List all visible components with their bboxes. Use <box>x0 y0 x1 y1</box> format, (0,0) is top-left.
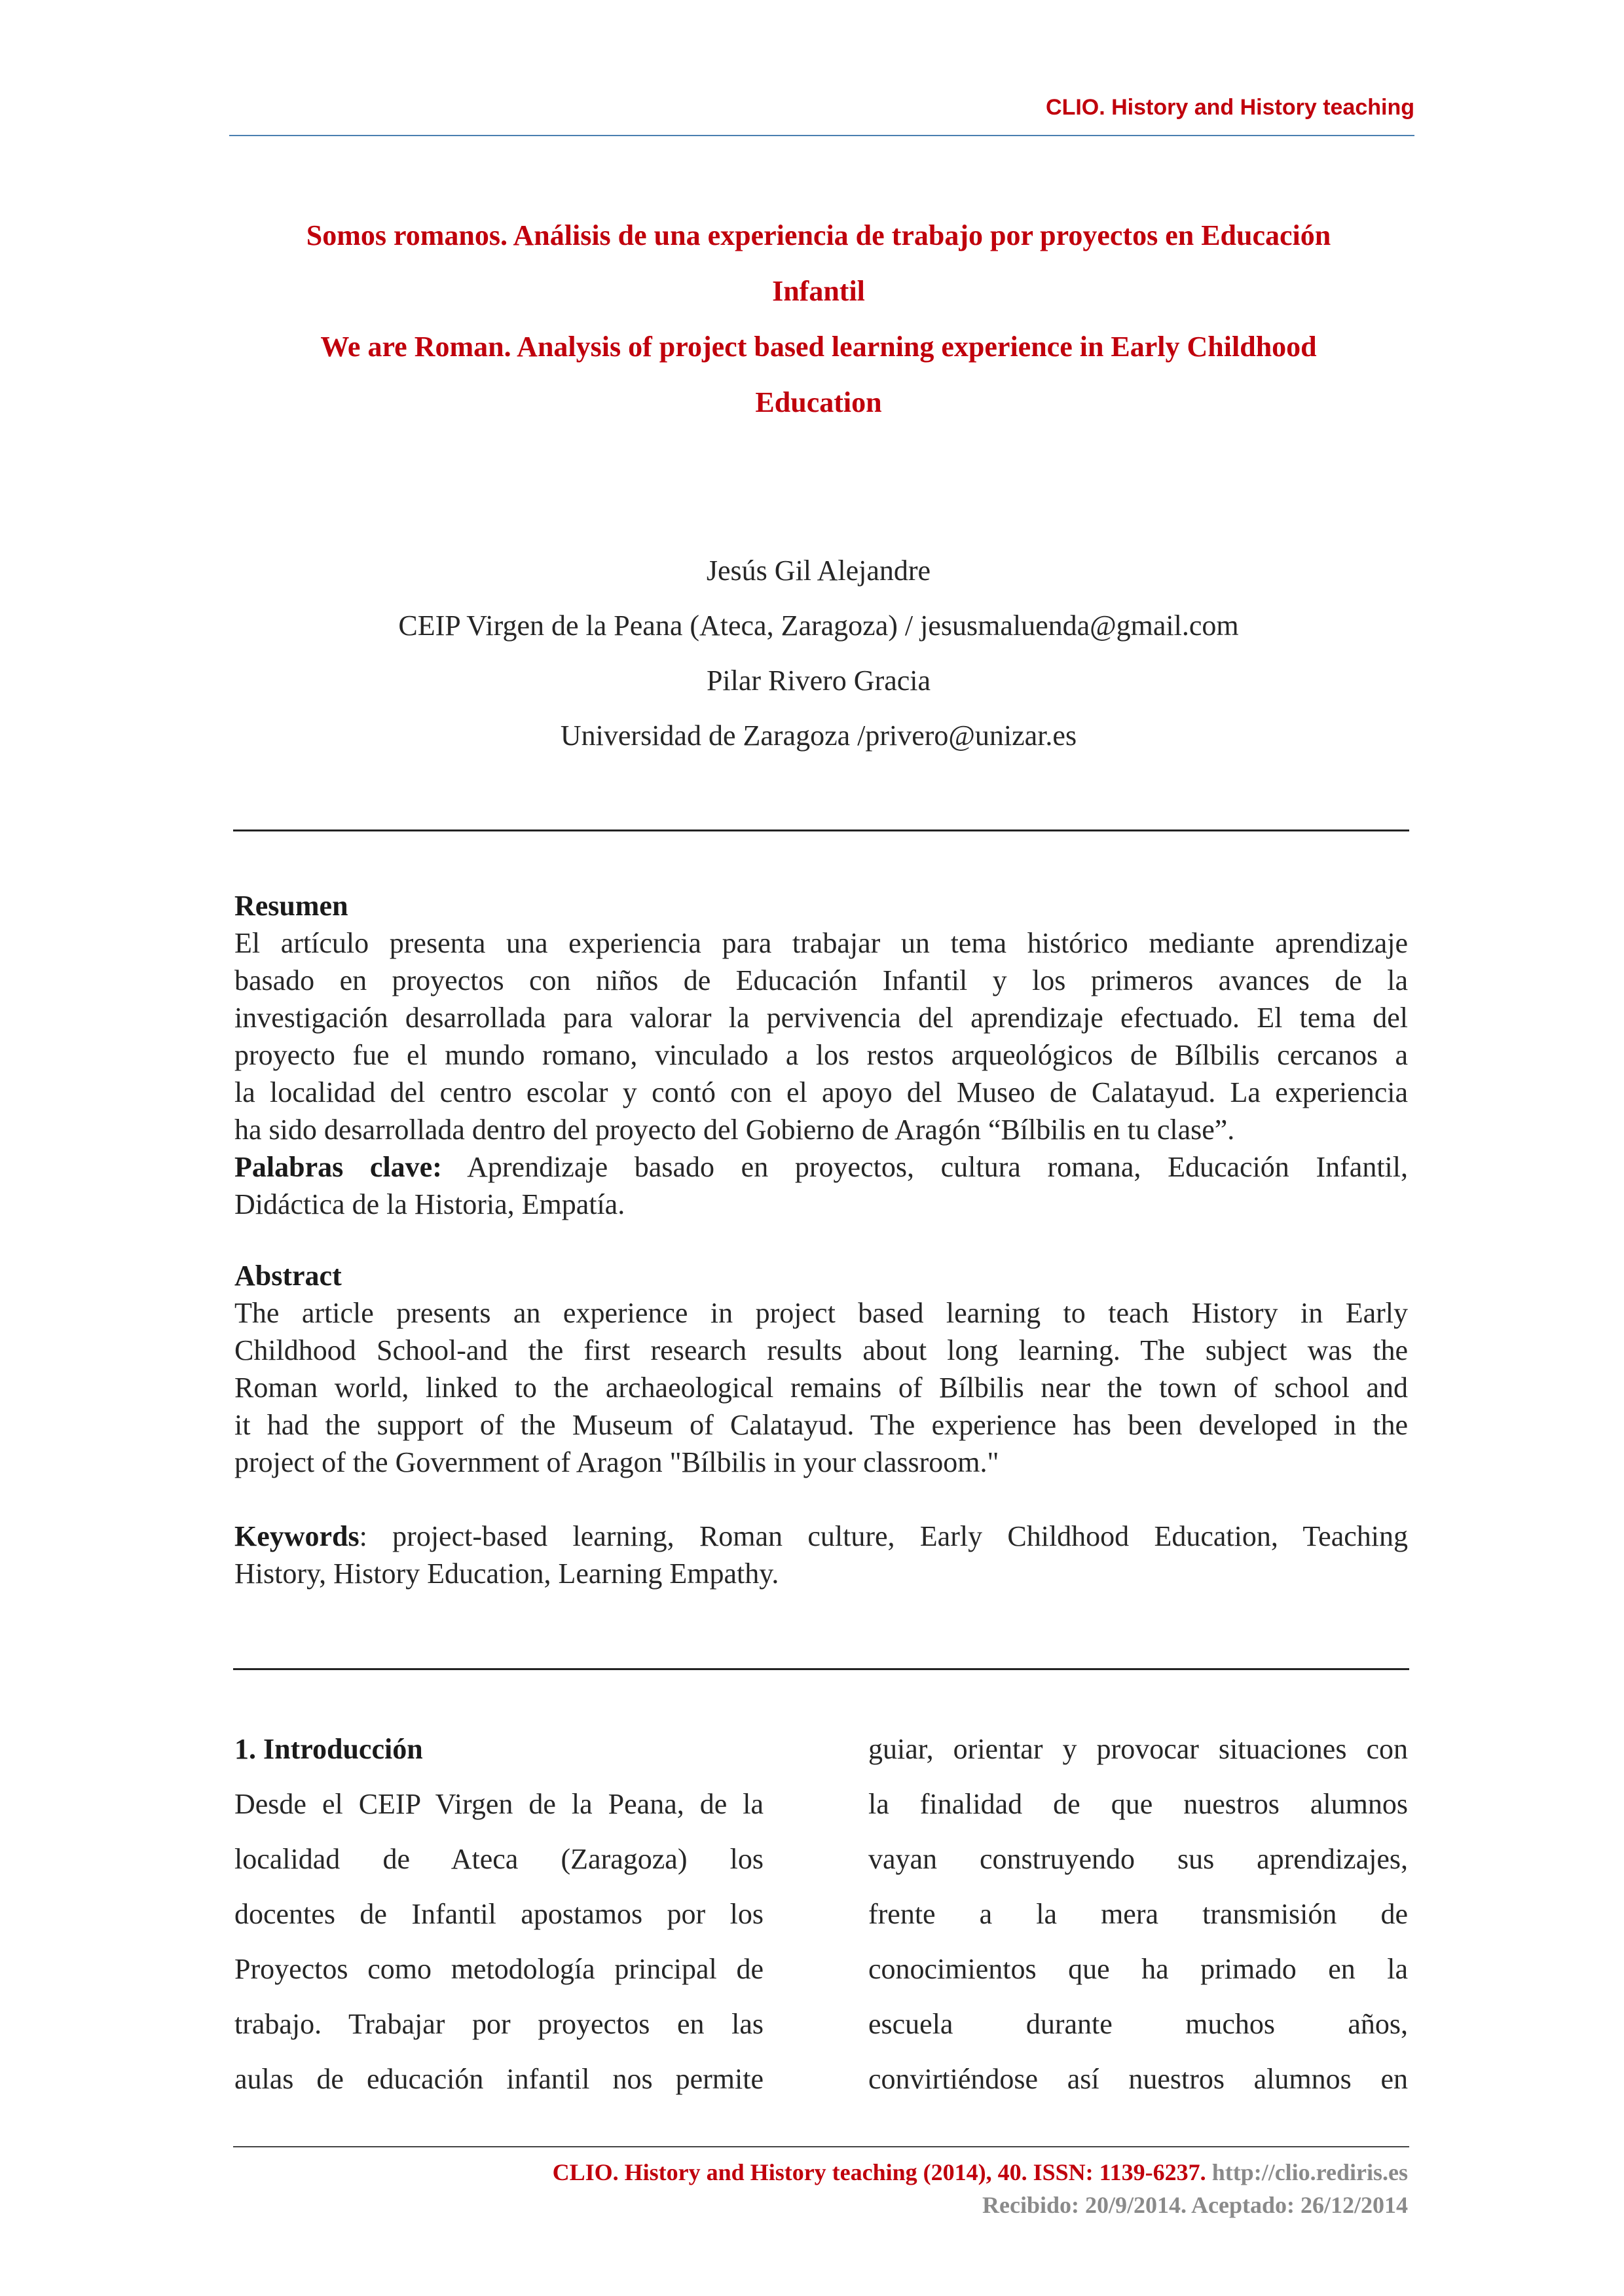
resumen-last-line: ha sido desarrollada dentro del proyecto del Gobierno de Aragón “Bílbilis en tu clase”. <box>234 1114 1235 1146</box>
footer-divider <box>233 2146 1409 2147</box>
intro-right-line: convirtiéndose así nuestros alumnos en <box>868 2063 1408 2095</box>
intro-right-line: guiar, orientar y provocar situaciones con <box>868 1733 1408 1765</box>
section-divider-top <box>233 829 1409 831</box>
intro-right-line: escuela durante muchos años, <box>868 2008 1408 2040</box>
resumen-line: la localidad del centro escolar y contó con el apoyo del Museo de Calatayud. La experiencia <box>234 1076 1408 1108</box>
intro-heading: 1. Introducción <box>234 1733 423 1765</box>
abstract-last-line: project of the Government of Aragon "Bílbilis in your classroom." <box>234 1446 999 1478</box>
header-divider <box>229 135 1414 136</box>
abstract-line: Childhood School-and the first research results about long learning. The subject was the <box>234 1334 1408 1366</box>
palabras-clave-line <box>234 1153 1408 1182</box>
resumen-line: El artículo presenta una experiencia para trabajar un tema histórico mediante aprendizaje <box>234 927 1408 959</box>
footer-url[interactable]: http://clio.rediris.es <box>1211 2159 1408 2185</box>
intro-left-line: trabajo. Trabajar por proyectos en las <box>234 2008 764 2040</box>
intro-left-line: localidad de Ateca (Zaragoza) los <box>234 1843 764 1875</box>
title-en-line2: Education <box>755 386 882 418</box>
intro-left-line: aulas de educación infantil nos permite <box>234 2063 764 2095</box>
resumen-line: investigación desarrollada para valorar la pervivencia del aprendizaje efectuado. El tema del <box>234 1002 1408 1034</box>
keywords-text: : project-based learning, Roman culture, Early Childhood Education, Teaching <box>359 1520 1408 1552</box>
footer-dates: Recibido: 20/9/2014. Aceptado: 26/12/2014 <box>982 2192 1408 2218</box>
keywords-line <box>234 1522 1408 1551</box>
keywords-label: Keywords <box>234 1520 360 1552</box>
author-2: Pilar Rivero Gracia <box>706 665 931 697</box>
keywords-line2: History, History Education, Learning Empathy. <box>234 1558 779 1590</box>
section-divider-bottom <box>233 1668 1409 1670</box>
footer-citation-line <box>229 2160 1408 2184</box>
palabras-clave-label: Palabras clave: <box>234 1151 442 1183</box>
abstract-line: it had the support of the Museum of Calatayud. The experience has been developed in the <box>234 1409 1408 1441</box>
affiliation-2: Universidad de Zaragoza /privero@unizar.es <box>560 720 1077 752</box>
intro-right-line: frente a la mera transmisión de <box>868 1898 1408 1930</box>
abstract-line: The article presents an experience in project based learning to teach History in Early <box>234 1297 1408 1329</box>
abstract-line: Roman world, linked to the archaeological remains of Bílbilis near the town of school and <box>234 1372 1408 1404</box>
abstract-heading: Abstract <box>234 1260 342 1292</box>
resumen-line: proyecto fue el mundo romano, vinculado a los restos arqueológicos de Bílbilis cercanos a <box>234 1039 1408 1071</box>
intro-right-line: la finalidad de que nuestros alumnos <box>868 1788 1408 1820</box>
resumen-line: basado en proyectos con niños de Educación Infantil y los primeros avances de la <box>234 964 1408 996</box>
intro-left-line: Desde el CEIP Virgen de la Peana, de la <box>234 1788 764 1820</box>
intro-left-line: docentes de Infantil apostamos por los <box>234 1898 764 1930</box>
intro-left-line: Proyectos como metodología principal de <box>234 1953 764 1985</box>
journal-header: CLIO. History and History teaching <box>1046 95 1414 120</box>
resumen-heading: Resumen <box>234 890 348 922</box>
title-en-line1: We are Roman. Analysis of project based learning experience in Early Childhood <box>320 331 1317 363</box>
intro-right-line: conocimientos que ha primado en la <box>868 1953 1408 1985</box>
affiliation-1: CEIP Virgen de la Peana (Ateca, Zaragoza) / jesusmaluenda@gmail.com <box>398 610 1239 642</box>
footer-citation: CLIO. History and History teaching (2014), 40. ISSN: 1139-6237. <box>552 2159 1206 2185</box>
title-es-line2: Infantil <box>772 275 865 307</box>
title-es-line1: Somos romanos. Análisis de una experiencia de trabajo por proyectos en Educación <box>306 219 1331 251</box>
intro-right-line: vayan construyendo sus aprendizajes, <box>868 1843 1408 1875</box>
author-1: Jesús Gil Alejandre <box>706 555 931 587</box>
palabras-clave-text: Aprendizaje basado en proyectos, cultura romana, Educación Infantil, <box>441 1151 1408 1183</box>
palabras-clave-line2: Didáctica de la Historia, Empatía. <box>234 1188 625 1220</box>
